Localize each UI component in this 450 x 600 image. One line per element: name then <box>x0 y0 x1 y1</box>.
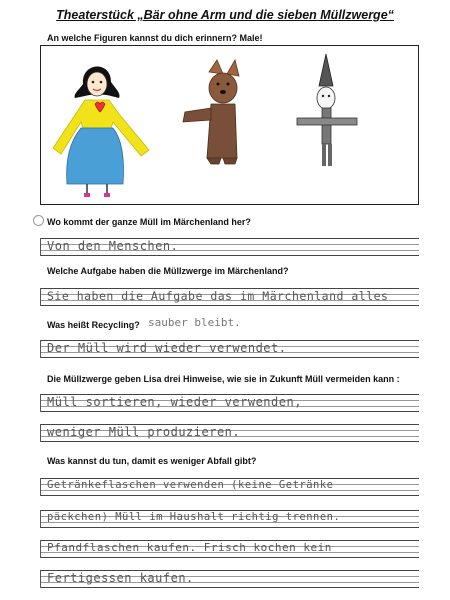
question-recycling: Was heißt Recycling? <box>47 320 140 330</box>
question-less-waste: Was kannst du tun, damit es weniger Abfall gibt? <box>47 456 257 466</box>
answer-hints-1: Müll sortieren, wieder verwenden, <box>47 395 302 409</box>
girl-figure <box>53 66 149 197</box>
answer-less-waste-3: Pfandflaschen kaufen. Frisch kochen kein <box>47 541 332 554</box>
question-figures: An welche Figuren kannst du dich erinnern? Male! <box>47 33 263 43</box>
margin-mark <box>33 215 44 226</box>
answer-less-waste-4: Fertigessen kaufen. <box>47 571 194 585</box>
answer-recycling: Der Müll wird wieder verwendet. <box>47 341 287 355</box>
question-task: Welche Aufgabe haben die Müllzwerge im Märchenland? <box>47 266 289 276</box>
answer-task-continued: sauber bleibt. <box>148 316 241 329</box>
dwarf-figure <box>297 54 357 166</box>
answer-less-waste-1: Getränkeflaschen verwenden (keine Getränke <box>47 479 334 491</box>
answer-origin: Von den Menschen. <box>47 239 179 253</box>
answer-less-waste-2: päckchen) Müll im Haushalt richtig trennen. <box>47 511 341 523</box>
worksheet-title: Theaterstück „Bär ohne Arm und die sieben Müllzwerge“ <box>56 8 394 22</box>
answer-hints-2: weniger Müll produzieren. <box>47 425 241 439</box>
bear-figure <box>183 60 239 164</box>
answer-task: Sie haben die Aufgabe das im Märchenland alles <box>47 289 389 303</box>
question-hints: Die Müllzwerge geben Lisa drei Hinweise, wie sie in Zukunft Müll vermeiden kann : <box>47 374 400 384</box>
question-origin: Wo kommt der ganze Müll im Märchenland her? <box>47 217 251 227</box>
drawing-box <box>40 45 419 205</box>
